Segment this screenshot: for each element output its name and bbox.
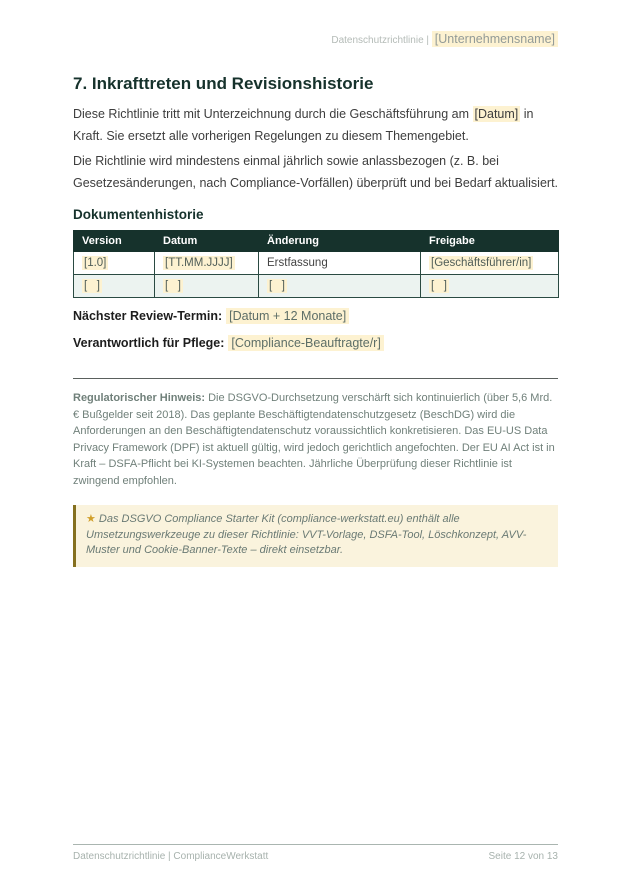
paragraph-review-cycle: Die Richtlinie wird mindestens einmal jährlich sowie anlassbezogen (z. B. bei Gesetzesänderungen, nach Compliance-Vorfällen) überprüft und bei Bedarf aktualisiert. bbox=[73, 154, 559, 190]
footer-doc-label: Datenschutzrichtlinie | ComplianceWerkstatt bbox=[73, 851, 269, 862]
section-title: 7. Inkrafttreten und Revisionshistorie bbox=[73, 74, 374, 93]
table-cell bbox=[259, 275, 421, 298]
table-row bbox=[74, 275, 559, 298]
version-placeholder: [1.0] bbox=[84, 257, 107, 269]
regulatory-note bbox=[73, 390, 558, 489]
column-header-datum: Datum bbox=[155, 231, 259, 252]
paragraph-text: in Kraft. Sie ersetzt alle vorherigen Regelungen zu diesem Themengebiet. bbox=[73, 107, 534, 143]
next-review-value: [Datum + 12 Monate] bbox=[226, 308, 349, 324]
regulatory-note-label: Regulatorischer Hinweis: bbox=[73, 392, 206, 404]
next-review-line bbox=[73, 307, 558, 325]
table-row bbox=[74, 252, 559, 275]
starter-kit-note-text: Das DSGVO Compliance Starter Kit (compliance-werkstatt.eu) enthält alle Umsetzungswerkzeuge zu dieser Richtlinie: VVT-Vorlage, DSFA-Tool, Löschkonzept, AVV-Muster und Cookie-Banner-Texte – direkt einsetzbar. bbox=[86, 513, 527, 556]
history-title: Dokumentenhistorie bbox=[73, 207, 204, 222]
regulatory-note-text: Die DSGVO-Durchsetzung verschärft sich kontinuierlich (über 5,6 Mrd. € Bußgelder seit 2018). Das geplante Beschäftigtendatenschutzgesetz (BeschDG) wird die Anforderungen an den Beschäftigtendatenschutz voraussichtlich konkretisieren. Das EU-US Data Privacy Framework (DPF) ist aktuell gültig, wird jedoch gerichtlich angefochten. Der EU AI Act ist in Kraft – DSFA-Pflicht bei KI-Systemen beachten. Jährliche Überprüfung dieser Richtlinie ist zwingend empfohlen. bbox=[73, 392, 555, 487]
change-label: Erstfassung bbox=[267, 257, 328, 269]
paragraph-text: Diese Richtlinie tritt mit Unterzeichnung durch die Geschäftsführung am bbox=[73, 107, 473, 121]
table-cell bbox=[74, 252, 155, 275]
table-cell bbox=[421, 275, 559, 298]
date-placeholder: [TT.MM.JJJJ] bbox=[165, 257, 233, 269]
maintenance-owner-line bbox=[73, 334, 558, 352]
doc-type-label: Datenschutzrichtlinie | bbox=[331, 35, 430, 46]
date-placeholder: [Datum] bbox=[474, 107, 519, 121]
empty-placeholder: [ ] bbox=[269, 280, 285, 292]
empty-placeholder: [ ] bbox=[431, 280, 447, 292]
star-icon: ★ bbox=[86, 513, 96, 525]
table-cell bbox=[259, 252, 421, 275]
table-cell bbox=[155, 252, 259, 275]
maintenance-owner-value: [Compliance-Beauftragte/r] bbox=[228, 335, 383, 351]
page-header bbox=[73, 0, 558, 49]
column-header-aenderung: Änderung bbox=[259, 231, 421, 252]
column-header-freigabe: Freigabe bbox=[421, 231, 559, 252]
table-header-row bbox=[74, 231, 559, 252]
empty-placeholder: [ ] bbox=[165, 280, 181, 292]
table-cell bbox=[421, 252, 559, 275]
maintenance-owner-label: Verantwortlich für Pflege: bbox=[73, 336, 225, 350]
approver-placeholder: [Geschäftsführer/in] bbox=[431, 257, 532, 269]
starter-kit-note bbox=[73, 505, 558, 567]
next-review-label: Nächster Review-Termin: bbox=[73, 309, 223, 323]
page-footer bbox=[73, 844, 558, 863]
column-header-version: Version bbox=[74, 231, 155, 252]
document-history-table bbox=[73, 230, 559, 298]
table-cell bbox=[155, 275, 259, 298]
table-cell bbox=[74, 275, 155, 298]
section-divider bbox=[73, 378, 558, 379]
empty-placeholder: [ ] bbox=[84, 280, 100, 292]
footer-page-number: Seite 12 von 13 bbox=[488, 851, 558, 862]
company-name-placeholder: [Unternehmensname] bbox=[432, 31, 558, 47]
paragraph-effective-date bbox=[73, 104, 558, 147]
